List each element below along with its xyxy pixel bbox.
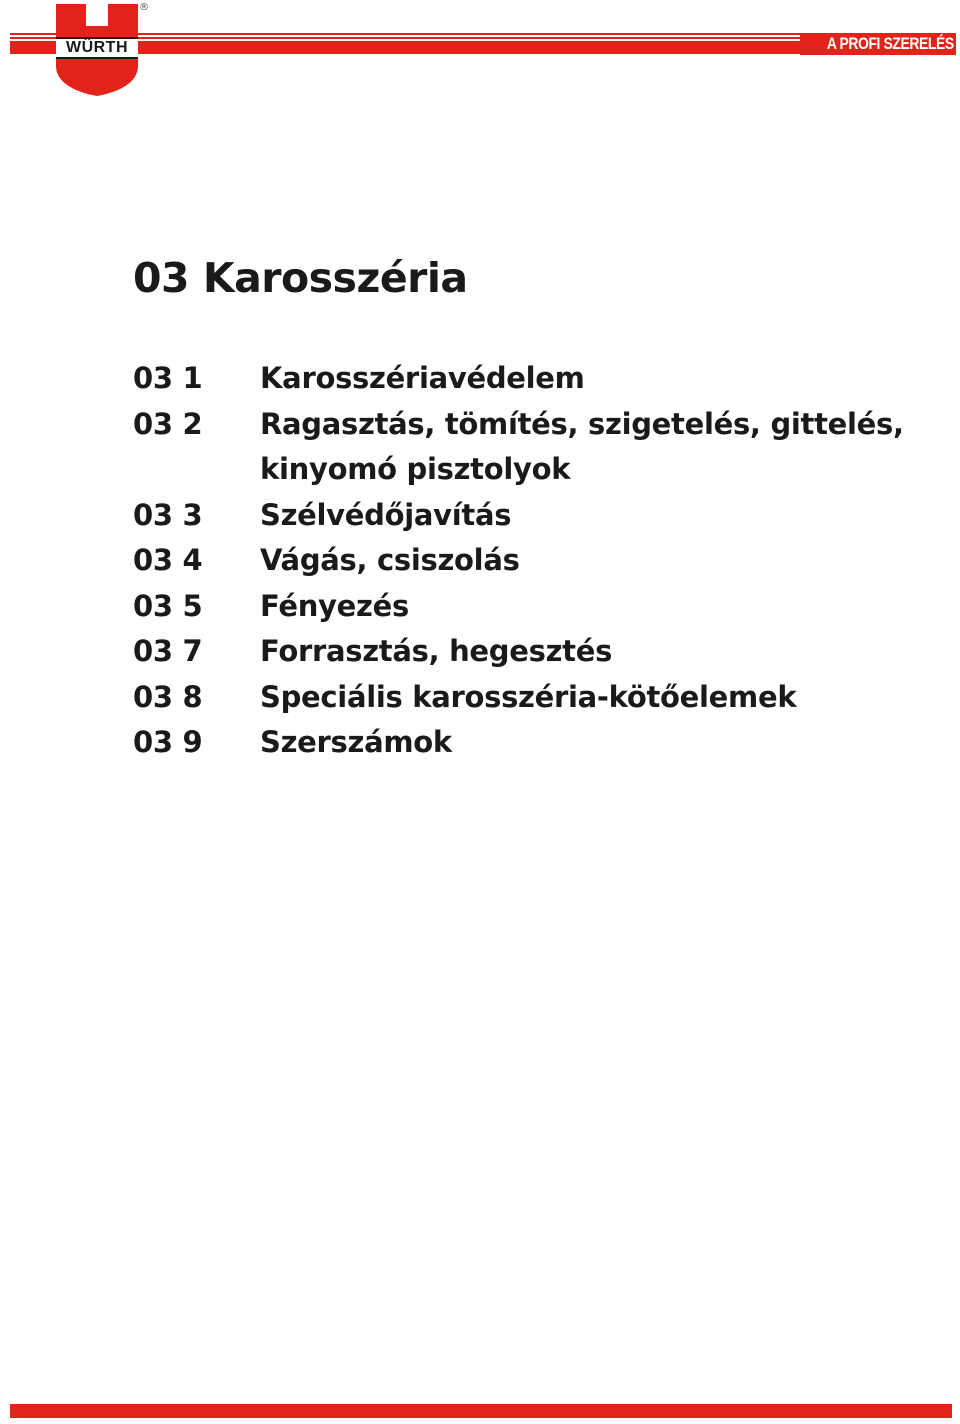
toc-code: 03 7	[133, 634, 203, 668]
header-band	[10, 33, 956, 55]
toc-label: Forrasztás, hegesztés	[260, 634, 613, 668]
toc-label: Ragasztás, tömítés, szigetelés, gittelés, kinyomó pisztolyok	[260, 406, 904, 486]
wurth-logo	[56, 4, 138, 96]
toc-label: Szerszámok	[260, 725, 452, 759]
toc-code: 03 9	[133, 725, 203, 759]
toc-code: 03 4	[133, 543, 203, 577]
logo-brand-text: WÜRTH	[56, 37, 138, 59]
toc-label: Szélvédőjavítás	[260, 497, 512, 532]
toc-code: 03 3	[133, 497, 203, 532]
toc-item-03-1	[133, 356, 933, 402]
slogan-text: A PROFI SZERELÉS	[827, 34, 954, 53]
registered-mark: ®	[139, 2, 149, 13]
page-title: 03 Karosszéria	[133, 254, 468, 302]
toc-label: Karosszériavédelem	[260, 361, 585, 395]
toc-code: 03 1	[133, 361, 203, 395]
footer-bar	[10, 1404, 952, 1418]
toc-label: Vágás, csiszolás	[260, 543, 520, 577]
toc-item-03-9	[133, 720, 933, 766]
toc-code: 03 5	[133, 588, 203, 623]
toc-item-03-5	[133, 584, 933, 630]
toc-label: Speciális karosszéria-kötőelemek	[260, 679, 797, 714]
toc-label: Fényezés	[260, 588, 409, 623]
toc-item-03-3	[133, 493, 933, 539]
toc-code: 03 2	[133, 406, 203, 441]
toc-code: 03 8	[133, 679, 203, 714]
slogan-box	[800, 33, 956, 55]
table-of-contents	[133, 356, 933, 766]
toc-item-03-7	[133, 629, 933, 675]
toc-item-03-4	[133, 538, 933, 584]
toc-item-03-2	[133, 402, 933, 493]
toc-item-03-8	[133, 675, 933, 721]
